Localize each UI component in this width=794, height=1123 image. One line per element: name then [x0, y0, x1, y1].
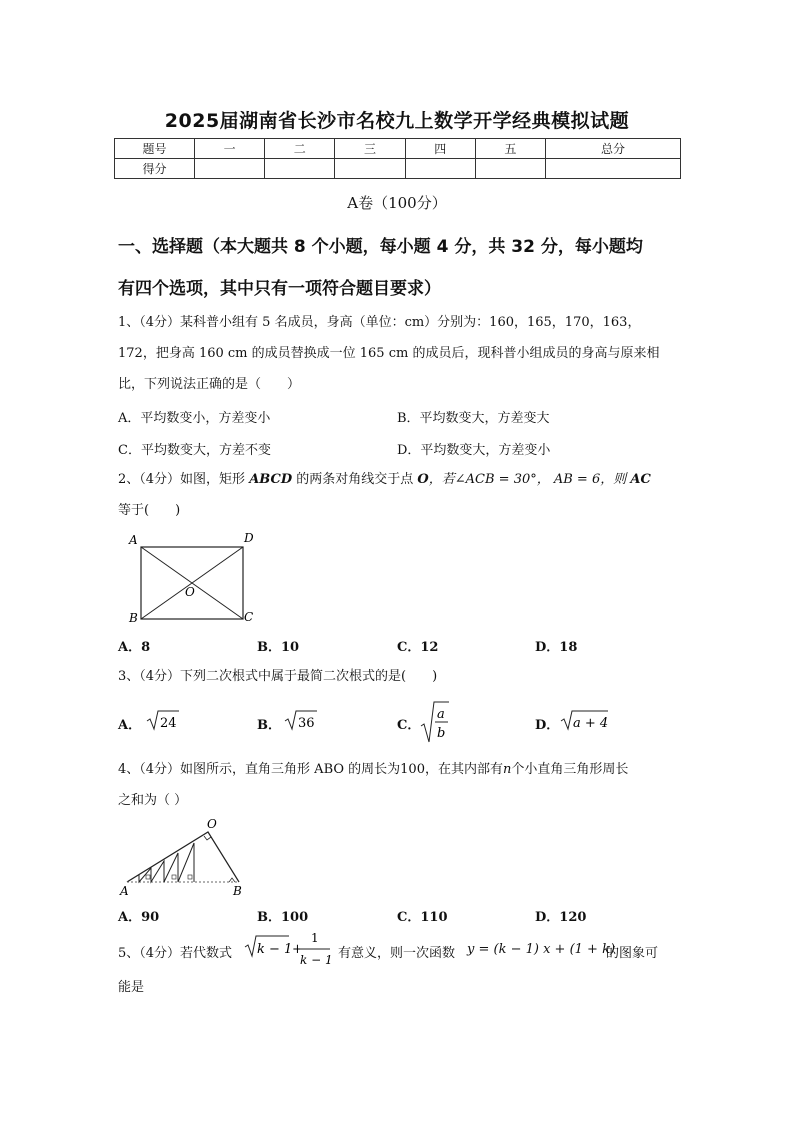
q3-option-c-denominator: b — [437, 726, 446, 741]
q1-option-d[interactable]: D．平均数变大，方差变小 — [397, 443, 551, 458]
label-o: O — [185, 585, 195, 599]
label-o: O — [207, 817, 217, 831]
q3-option-d-radicand: a + 4 — [573, 716, 609, 731]
section-heading-line1: 一、选择题（本大题共 8 个小题，每小题 4 分，共 32 分，每小题均 — [118, 237, 643, 257]
volume-heading: A卷（100分） — [347, 194, 447, 212]
q1-line1: 1、（4分）某科普小组有 5 名成员，身高（单位：cm）分别为：160，165，170，163， — [118, 315, 641, 330]
q3-option-b-radicand: 36 — [298, 716, 315, 731]
q3-option-c-label: C． — [397, 718, 421, 733]
right-angle-mark — [172, 875, 176, 879]
angle-mark-b — [229, 878, 235, 882]
score-header-cell: 题号 — [115, 139, 195, 159]
rectangle-diagram — [118, 530, 268, 626]
score-cell[interactable] — [335, 159, 405, 179]
label-d: D — [244, 531, 254, 545]
q4-line1b: 个小直角三角形周长 — [511, 762, 629, 777]
q3-option-d-label: D． — [535, 718, 560, 733]
q3-option-b-label: B． — [257, 718, 281, 733]
q5-plus: + — [292, 942, 303, 957]
score-table-score-row — [115, 159, 681, 179]
right-angle-mark — [188, 875, 192, 879]
score-header-cell: 五 — [475, 139, 545, 159]
q4-line2: 之和为（ ） — [118, 793, 188, 808]
q1-option-a[interactable]: A．平均数变小，方差变小 — [118, 411, 271, 426]
q3-option-a-label: A． — [118, 718, 142, 733]
q2-condition: ，若∠ACB = 30°， AB = 6，则 — [428, 472, 627, 487]
score-header-cell: 总分 — [546, 139, 681, 159]
q4-option-a[interactable]: A．90 — [118, 910, 160, 925]
q4-line1a: 4、（4分）如图所示，直角三角形 ABO 的周长为100，在其内部有 — [118, 762, 503, 777]
score-table — [114, 138, 681, 179]
label-a: A — [120, 884, 129, 898]
q2-line1 — [118, 470, 678, 490]
label-c: C — [244, 610, 254, 624]
q3-option-c-radical — [420, 700, 450, 744]
section-heading-line2: 有四个选项，其中只有一项符合题目要求） — [118, 279, 441, 299]
q5-suffix: 的图象可 — [606, 946, 659, 961]
score-header-cell: 四 — [405, 139, 475, 159]
right-angle-mark-o — [204, 836, 211, 840]
q1-line3: 比，下列说法正确的是（ ） — [118, 377, 301, 392]
right-angle-mark — [146, 875, 150, 879]
q1-option-b[interactable]: B．平均数变大，方差变大 — [397, 411, 550, 426]
score-cell[interactable] — [405, 159, 475, 179]
q2-mid: 的两条对角线交于点 — [296, 472, 414, 487]
q2-option-b[interactable]: B．10 — [257, 640, 300, 655]
q3-option-b[interactable] — [257, 714, 281, 733]
q3-option-c-numerator: a — [437, 707, 445, 722]
score-cell[interactable] — [475, 159, 545, 179]
q2-rect-name: ABCD — [249, 472, 293, 487]
q5-denominator: k − 1 — [300, 953, 333, 967]
q4-option-c[interactable]: C．110 — [397, 910, 448, 925]
small-triangles — [139, 843, 194, 882]
q5-function: y = (k − 1) x + (1 + k) — [467, 942, 616, 957]
q3-option-d-radical — [560, 708, 610, 732]
label-a: A — [129, 533, 138, 547]
q1-line2: 172，把身高 160 cm 的成员替换成一位 165 cm 的成员后，现科普小组成员的身高与原来相 — [118, 346, 660, 361]
q3-option-c[interactable] — [397, 714, 420, 733]
score-cell[interactable] — [195, 159, 265, 179]
q5-prefix: 5、（4分）若代数式 — [118, 946, 233, 961]
q3-option-a-radical — [146, 708, 180, 732]
q3-option-a-radicand: 24 — [160, 716, 177, 731]
q2-option-d[interactable]: D．18 — [535, 640, 578, 655]
q5-radicand: k − 1 — [257, 942, 293, 957]
score-row-label: 得分 — [115, 159, 195, 179]
q2-line2: 等于( ) — [118, 503, 181, 518]
score-header-cell: 三 — [335, 139, 405, 159]
triangle-abo-sides — [127, 832, 239, 882]
triangle-abo-diagram — [118, 816, 258, 900]
q3-option-b-radical — [284, 708, 318, 732]
q4-option-b[interactable]: B．100 — [257, 910, 309, 925]
q4-line1 — [118, 760, 678, 780]
score-header-cell: 二 — [265, 139, 335, 159]
score-table-header-row — [115, 139, 681, 159]
q2-point: O — [417, 472, 429, 487]
q5-expression — [244, 930, 336, 974]
q2-ac: AC — [630, 472, 651, 487]
q3-text: 3、（4分）下列二次根式中属于最简二次根式的是( ) — [118, 669, 438, 684]
q4-option-d[interactable]: D．120 — [535, 910, 587, 925]
q2-prefix: 2、（4分）如图，矩形 — [118, 472, 246, 487]
q2-option-a[interactable]: A．8 — [118, 640, 151, 655]
q1-option-c[interactable]: C．平均数变大，方差不变 — [118, 443, 271, 458]
label-b: B — [233, 884, 242, 898]
q5-numerator: 1 — [311, 931, 319, 945]
score-cell[interactable] — [546, 159, 681, 179]
q3-option-d[interactable] — [535, 714, 559, 733]
q5-line2: 能是 — [118, 980, 145, 995]
page-title: 2025届湖南省长沙市名校九上数学开学经典模拟试题 — [164, 110, 630, 132]
q3-option-a[interactable] — [118, 714, 141, 733]
q4-n: n — [502, 762, 512, 777]
q2-option-c[interactable]: C．12 — [397, 640, 439, 655]
q5-mid: 有意义，则一次函数 — [338, 946, 456, 961]
label-b: B — [129, 611, 138, 625]
score-header-cell: 一 — [195, 139, 265, 159]
score-cell[interactable] — [265, 159, 335, 179]
